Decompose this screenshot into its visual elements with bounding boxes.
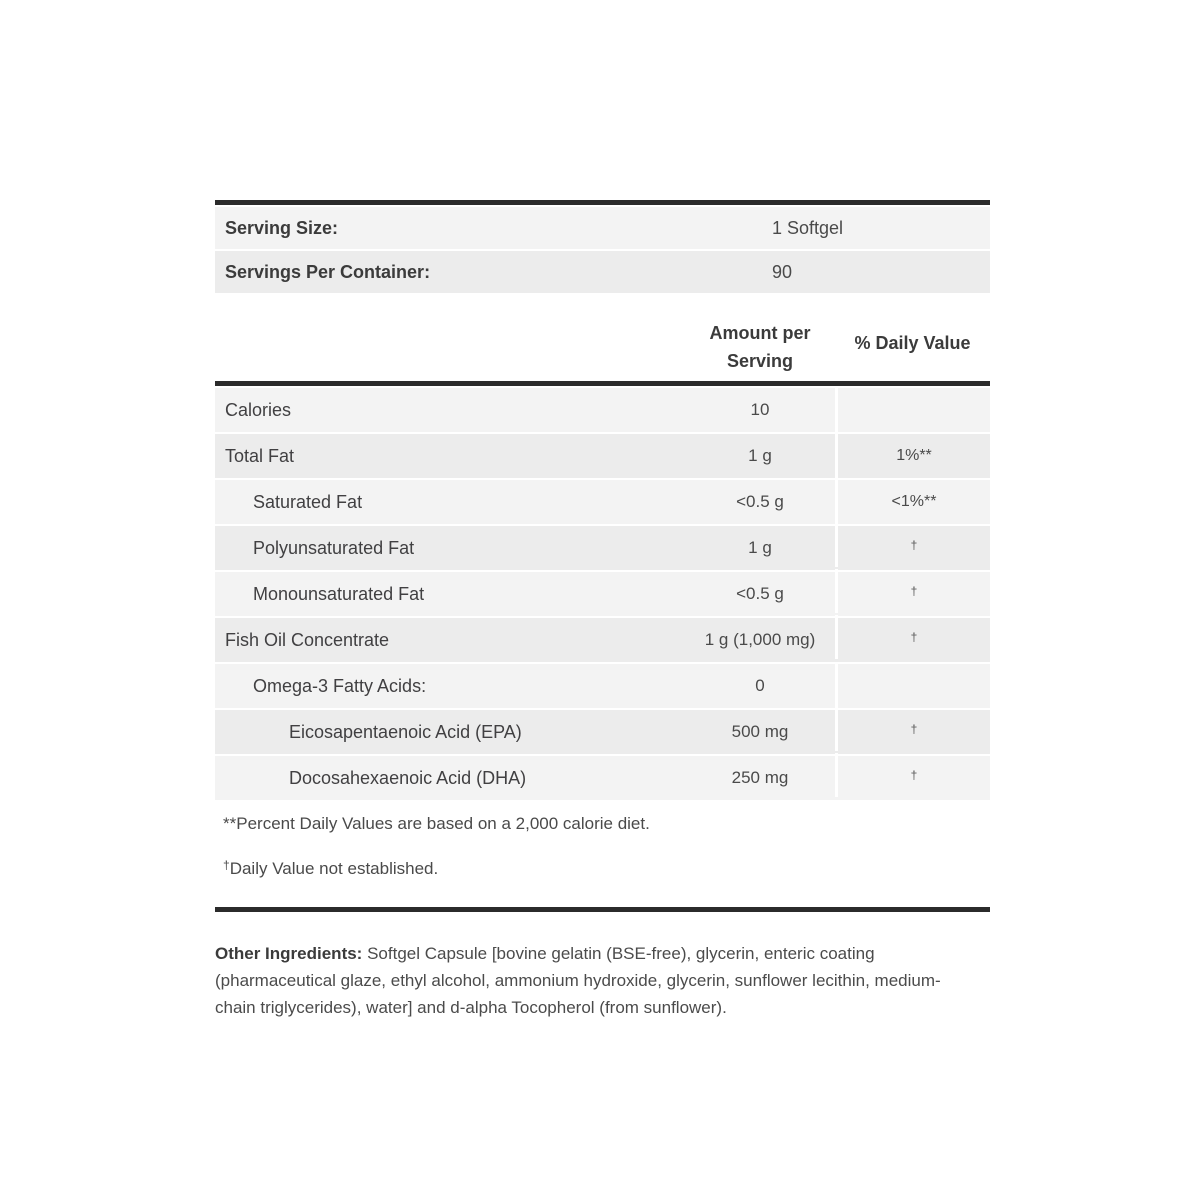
other-ingredients-text: Softgel Capsule [bovine gelatin (BSE-free), glycerin, enteric coating (pharmaceutical glaze, ethyl alcohol, ammonium hydroxide, glycerin, sunflower lecithin, medium-chain triglycerides), water] and d-alpha Tocopherol (from sunflower).: [215, 944, 941, 1017]
table-row: [215, 572, 990, 616]
servings-per-container-row: [215, 251, 990, 293]
table-row: [215, 480, 990, 524]
footnote-asterisks-marker: **: [223, 814, 237, 833]
row-label: Omega-3 Fatty Acids:: [253, 675, 427, 696]
other-ingredients-paragraph: [215, 940, 977, 1021]
footnote-not-established-text: Daily Value not established.: [229, 859, 439, 878]
serving-size-row: [215, 207, 990, 249]
row-label: Calories: [225, 399, 292, 420]
table-row: [215, 618, 990, 662]
serving-info-block: [215, 200, 990, 293]
row-amount: 1 g: [748, 446, 772, 465]
row-amount: 1 g (1,000 mg): [704, 630, 816, 649]
serving-size-label: Serving Size:: [225, 217, 339, 238]
footnote-daily-values-text: Percent Daily Values are based on a 2,000 calorie diet.: [236, 814, 650, 833]
row-amount: 10: [750, 400, 770, 419]
amount-per-serving-header: [685, 319, 835, 375]
supplement-facts-panel: [215, 200, 990, 1038]
serving-size-value: 1 Softgel: [772, 217, 844, 238]
amount-per-serving-header-label: Amount per Serving: [709, 323, 811, 371]
table-row: [215, 756, 990, 800]
row-daily-value: 1%**: [835, 434, 990, 478]
table-header-row: [215, 319, 990, 386]
footnotes-block: [215, 800, 990, 912]
row-amount: 500 mg: [731, 722, 789, 741]
table-row: [215, 664, 990, 708]
row-daily-value: †: [835, 753, 990, 797]
row-amount: 0: [755, 676, 765, 695]
row-daily-value: †: [835, 523, 990, 567]
table-row: [215, 388, 990, 432]
row-amount: <0.5 g: [736, 584, 784, 603]
footnote-daily-values: [223, 814, 990, 834]
daily-value-header-label: % Daily Value: [854, 332, 971, 353]
row-amount: 1 g: [748, 538, 772, 557]
table-row: [215, 710, 990, 754]
other-ingredients-label: Other Ingredients:: [215, 944, 363, 963]
daily-value-header: [835, 319, 990, 375]
row-daily-value: [835, 664, 990, 708]
row-label: Polyunsaturated Fat: [253, 537, 415, 558]
header-spacer: [215, 319, 685, 375]
row-label: Eicosapentaenoic Acid (EPA): [289, 721, 522, 742]
servings-per-container-value: 90: [772, 261, 793, 282]
footnote-not-established: [223, 858, 990, 879]
row-daily-value: <1%**: [835, 480, 990, 524]
row-amount: 250 mg: [731, 768, 789, 787]
row-label: Saturated Fat: [253, 491, 363, 512]
row-label: Fish Oil Concentrate: [225, 629, 390, 650]
row-daily-value: †: [835, 707, 990, 751]
footnote-dagger-marker: †: [223, 858, 230, 872]
row-daily-value: †: [835, 615, 990, 659]
row-daily-value: [835, 388, 990, 432]
row-label: Total Fat: [225, 445, 295, 466]
row-daily-value: †: [835, 569, 990, 613]
row-label: Docosahexaenoic Acid (DHA): [289, 767, 527, 788]
nutrition-table-body: [215, 388, 990, 800]
row-label: Monounsaturated Fat: [253, 583, 425, 604]
servings-per-container-label: Servings Per Container:: [225, 261, 431, 282]
table-row: [215, 526, 990, 570]
table-row: [215, 434, 990, 478]
row-amount: <0.5 g: [736, 492, 784, 511]
